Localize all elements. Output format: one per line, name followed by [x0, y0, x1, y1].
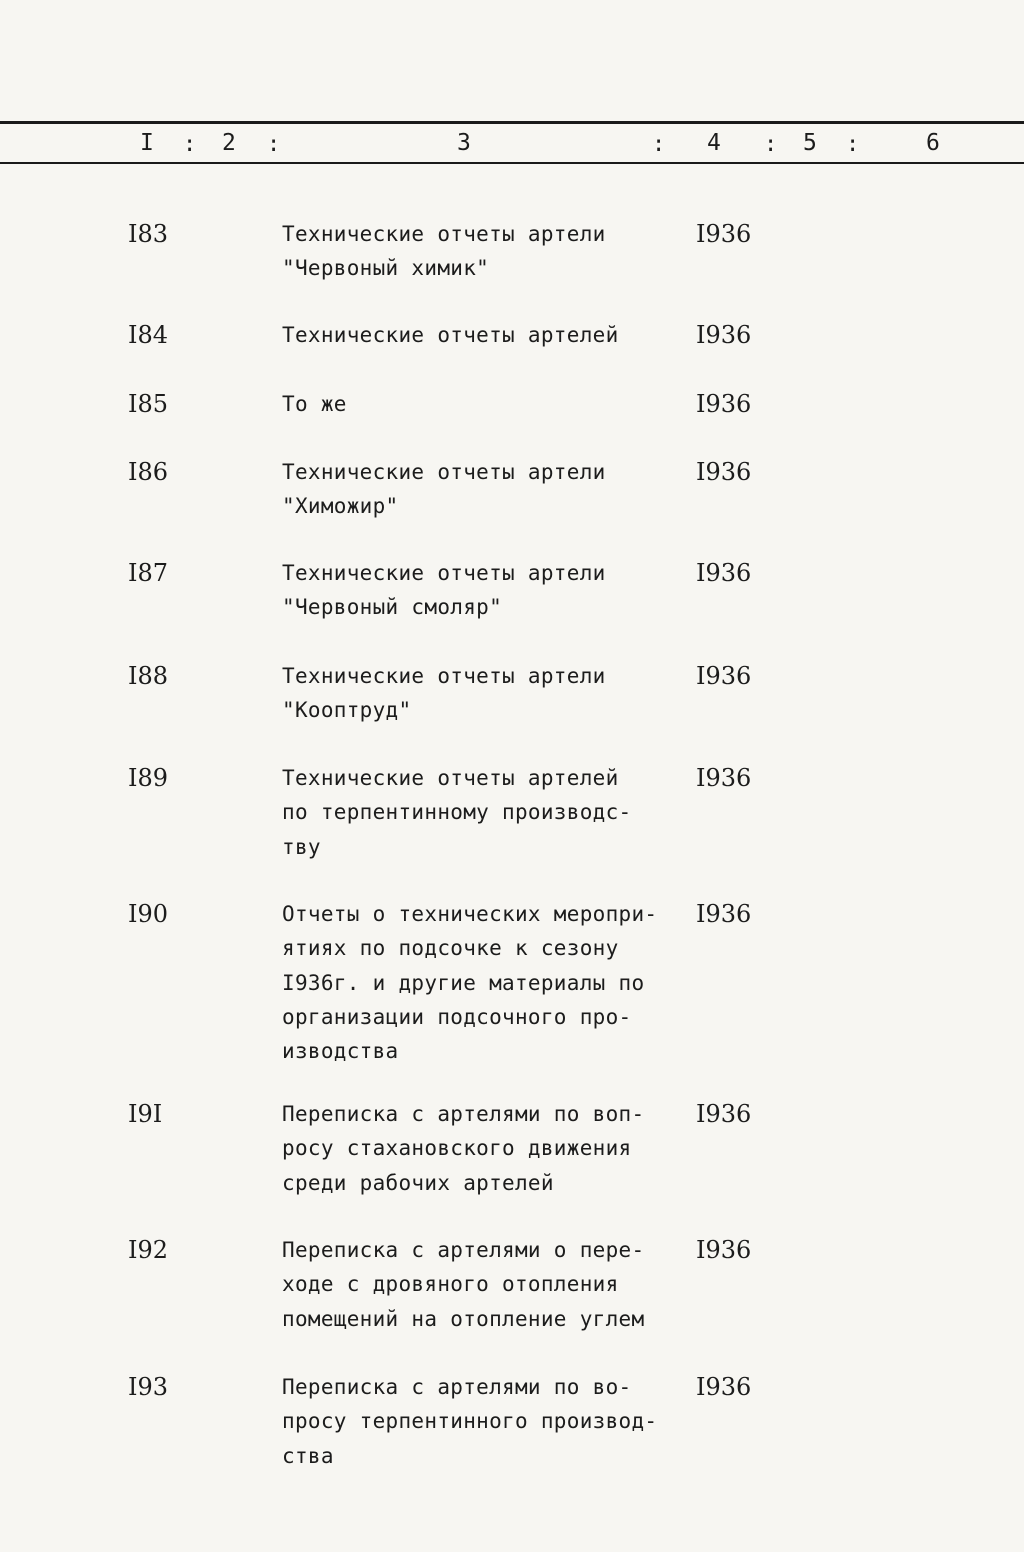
item-description: Технические отчеты артели "Червоный смоляр"	[282, 561, 606, 620]
item-description: Технические отчеты артели "Химожир"	[282, 460, 606, 519]
column-6-label: 6	[926, 130, 940, 156]
item-year: I936	[696, 1236, 752, 1264]
column-separator: :	[846, 132, 860, 157]
item-description: Переписка с артелями о пере- ходе с дровяного отопления помещений на отопление углем	[282, 1238, 645, 1331]
item-description: Технические отчеты артели "Червоный химик"	[282, 222, 606, 281]
item-number: I86	[128, 458, 169, 486]
item-number: I93	[128, 1373, 169, 1401]
item-year: I936	[696, 559, 752, 587]
item-year: I936	[696, 1100, 752, 1128]
item-description: Переписка с артелями по во- просу терпентинного производ- ства	[282, 1375, 658, 1468]
item-description: Отчеты о технических меропри- ятиях по подсочке к сезону I936г. и другие материалы по организации подсочного про- изводства	[282, 902, 658, 1064]
item-number: I83	[128, 220, 169, 248]
column-4-label: 4	[707, 130, 721, 156]
column-5-label: 5	[803, 130, 817, 156]
column-separator: :	[183, 132, 197, 157]
item-number: I90	[128, 900, 169, 928]
item-year: I936	[696, 321, 752, 349]
item-number: I89	[128, 764, 169, 792]
item-year: I936	[696, 662, 752, 690]
header-bottom-rule	[0, 162, 1024, 164]
item-description: Технические отчеты артелей по терпентинному производс- тву	[282, 766, 632, 859]
item-number: I92	[128, 1236, 169, 1264]
item-number: I9I	[128, 1100, 163, 1128]
column-2-label: 2	[222, 130, 236, 156]
column-separator: :	[267, 132, 281, 157]
item-number: I87	[128, 559, 169, 587]
item-year: I936	[696, 458, 752, 486]
item-number: I88	[128, 662, 169, 690]
item-description: Технические отчеты артели "Кооптруд"	[282, 664, 606, 723]
item-description: Технические отчеты артелей	[282, 323, 619, 347]
item-number: I84	[128, 321, 169, 349]
item-year: I936	[696, 220, 752, 248]
item-year: I936	[696, 1373, 752, 1401]
item-year: I936	[696, 390, 752, 418]
column-separator: :	[652, 132, 666, 157]
column-1-label: I	[140, 130, 154, 156]
item-number: I85	[128, 390, 169, 418]
column-separator: :	[764, 132, 778, 157]
column-3-label: 3	[457, 130, 471, 156]
item-year: I936	[696, 900, 752, 928]
item-year: I936	[696, 764, 752, 792]
header-top-rule	[0, 121, 1024, 124]
item-description: Переписка с артелями по воп- росу стахановского движения среди рабочих артелей	[282, 1102, 645, 1195]
item-description: То же	[282, 392, 347, 416]
